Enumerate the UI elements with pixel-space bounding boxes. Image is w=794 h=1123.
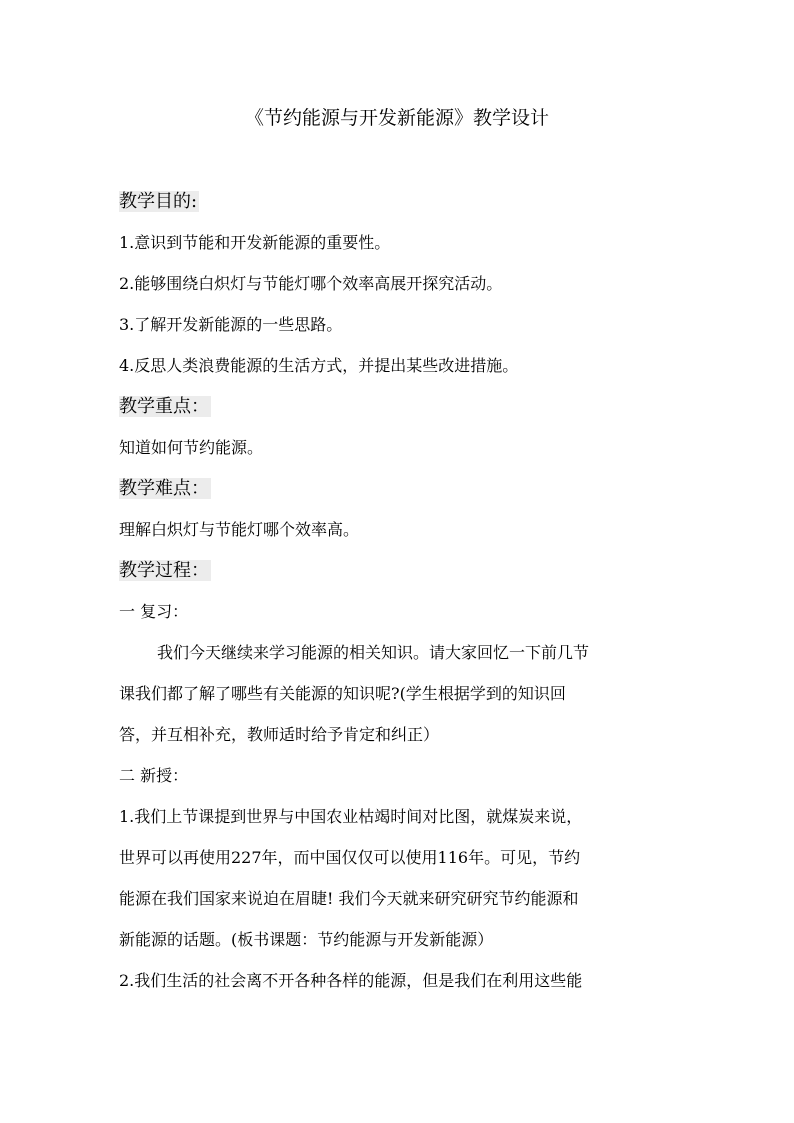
review-line: 我们今天继续来学习能源的相关知识。请大家回忆一下前几节 — [157, 643, 590, 662]
new-lesson-line: 2.我们生活的社会离不开各种各样的能源，但是我们在利用这些能 — [119, 971, 583, 990]
new-lesson-line: 世界可以再使用227年，而中国仅仅可以使用116年。可见，节约 — [119, 848, 581, 867]
difficulties-heading: 教学难点： — [119, 478, 209, 499]
key-points-heading: 教学重点： — [119, 396, 209, 417]
objectives-heading: 教学目的: — [119, 191, 198, 212]
new-lesson-line: 1.我们上节课提到世界与中国农业枯竭时间对比图，就煤炭来说， — [119, 807, 583, 826]
new-lesson-heading: 二 新授： — [119, 766, 189, 785]
document-title: 《节约能源与开发新能源》教学设计 — [244, 107, 549, 129]
new-lesson-line: 能源在我们国家来说迫在眉睫! 我们今天就来研究研究节约能源和 — [119, 889, 579, 908]
review-line: 课我们都了解了哪些有关能源的知识呢?(学生根据学到的知识回 — [119, 684, 566, 703]
objective-item: 2.能够围绕白炽灯与节能灯哪个效率高展开探究活动。 — [119, 274, 503, 293]
review-line: 答，并互相补充，教师适时给予肯定和纠正） — [119, 725, 440, 744]
objective-item: 4.反思人类浪费能源的生活方式，并提出某些改进措施。 — [119, 356, 519, 375]
document-body — [119, 181, 679, 1001]
process-heading: 教学过程： — [119, 560, 209, 581]
objective-item: 3.了解开发新能源的一些思路。 — [119, 315, 343, 334]
key-points-text: 知道如何节约能源。 — [119, 438, 264, 457]
review-heading: 一 复习： — [119, 602, 189, 621]
objective-item: 1.意识到节能和开发新能源的重要性。 — [119, 233, 391, 252]
difficulties-text: 理解白炽灯与节能灯哪个效率高。 — [119, 520, 360, 539]
new-lesson-line: 新能源的话题。(板书课题：节约能源与开发新能源） — [119, 930, 494, 949]
